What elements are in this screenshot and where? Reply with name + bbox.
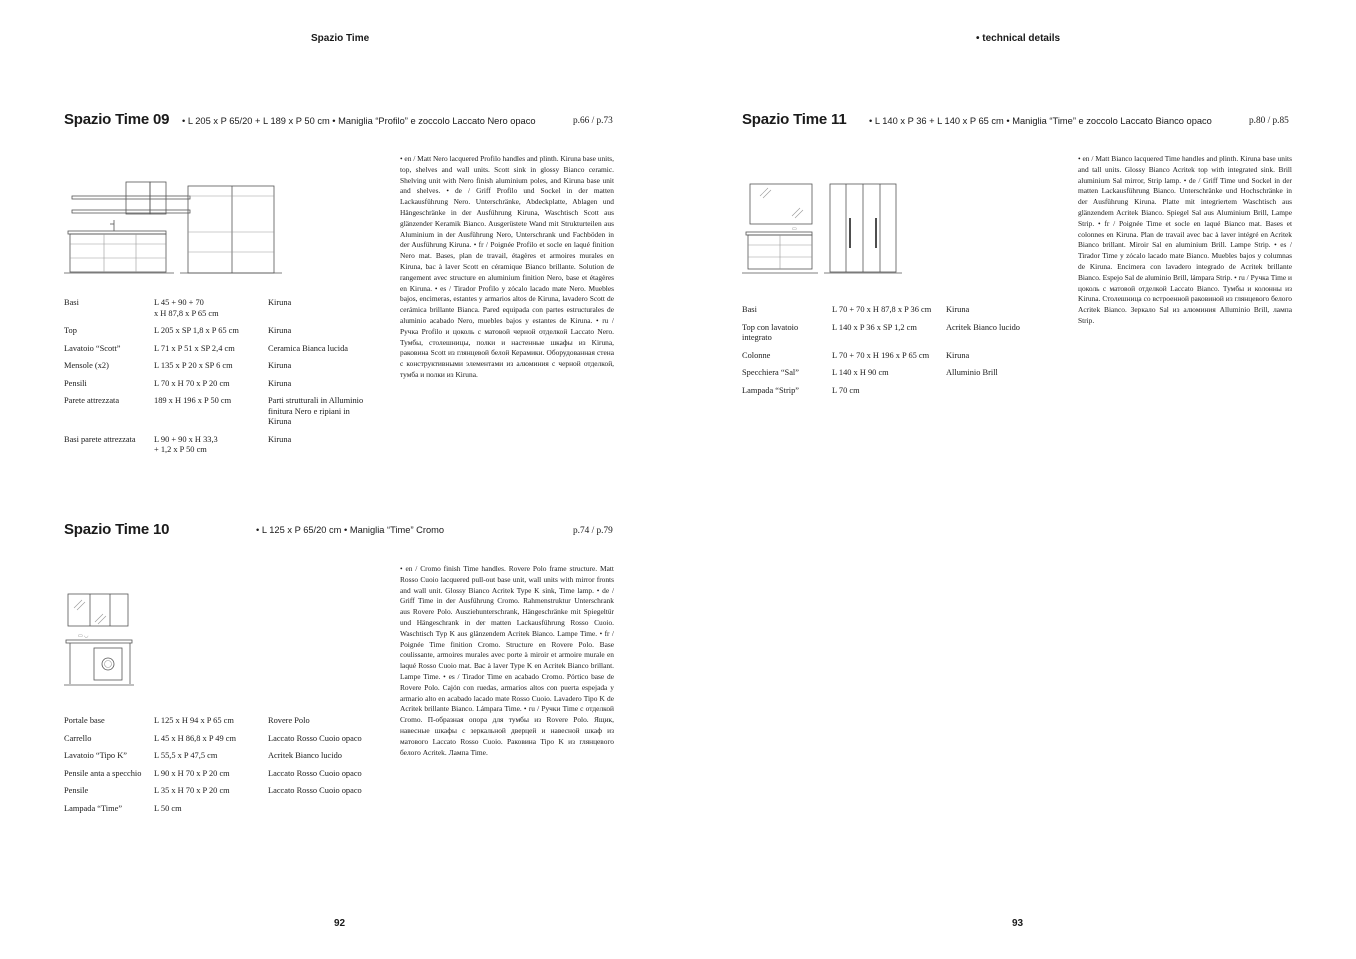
spec-finish: Kiruna xyxy=(946,350,970,360)
spec-table-10 xyxy=(64,716,384,821)
spec-finish xyxy=(946,386,1062,404)
spec-item: Basi xyxy=(64,298,79,307)
spec-item: Portale base xyxy=(64,716,105,725)
section-specs-11: • L 140 x P 36 + L 140 x P 65 cm • Maniglia “Time” e zoccolo Laccato Bianco opaco xyxy=(869,116,1212,126)
spec-row xyxy=(64,396,384,435)
spec-table-09 xyxy=(64,298,384,463)
spec-dimensions: L 45 + 90 + 70 x H 87,8 x P 65 cm xyxy=(154,298,219,318)
spec-dimensions: L 90 x H 70 x P 20 cm xyxy=(154,768,230,778)
spec-item: Basi xyxy=(742,305,757,314)
spec-row xyxy=(64,344,384,362)
spec-dimensions: L 140 x H 90 cm xyxy=(832,368,889,377)
spec-row xyxy=(64,379,384,397)
drawing-spazio-time-09 xyxy=(64,178,286,278)
svg-text:▭: ▭ xyxy=(792,226,797,232)
drawing-spazio-time-10 xyxy=(64,588,140,692)
spec-dimensions: L 70 x H 70 x P 20 cm xyxy=(154,378,230,388)
spec-dimensions: L 45 x H 86,8 x P 49 cm xyxy=(154,733,236,743)
spec-row xyxy=(64,804,384,822)
spec-item: Lampada “Strip” xyxy=(742,385,799,395)
spec-item: Lavatoio “Tipo K” xyxy=(64,751,127,760)
spec-finish: Laccato Rosso Cuoio opaco xyxy=(268,733,362,743)
spec-dimensions: L 135 x P 20 x SP 6 cm xyxy=(154,361,233,370)
page-reference-09: p.66 / p.73 xyxy=(573,116,613,126)
page-reference-11: p.80 / p.85 xyxy=(1249,116,1289,126)
drawing-spazio-time-11 xyxy=(742,178,904,278)
spec-item: Colonne xyxy=(742,350,771,360)
running-head-left: Spazio Time xyxy=(311,33,370,44)
svg-text:▭ ◡: ▭ ◡ xyxy=(78,633,89,639)
spec-row xyxy=(742,368,1062,386)
spec-finish: Kiruna xyxy=(268,298,292,307)
spec-finish: Kiruna xyxy=(268,326,292,335)
spec-item: Carrello xyxy=(64,733,92,743)
spec-item: Parete attrezzata xyxy=(64,396,120,405)
section-description-11: • en / Matt Bianco lacquered Time handles and plinth. Kiruna base units and tall units. Glossy Bianco Acritek top with integrated sink. Brill aluminium Sal mirror, Strip lamp. • de / Griff Time und Sockel in der matten Lackausführung Bianco. Unterschränke und Hochschränke in der Ausführung Kiruna. Platte mit integriertem Waschtisch aus glänzendem Acritek Bianco. Spiegel Sal aus Aluminium Brill, Lampe Strip. • fr / Poignée Time et socle en laqué Bianco mat. Bases et colonnes en Kiruna. Plan de travail avec bac à laver intégré en Acritek Bianco brillant. Miroir Sal en aluminium Brill. Lampe Strip. • es / Tirador Time y zócalo lacado mate Bianco. Muebles bajos y columnas de Kiruna. Encimera con lavadero integrado de Acritek brillante Bianco. Espejo Sal de aluminio Brill, lámpara Strip. • ru / Ручка Time и цоколь с матовой отделкой Laccato Bianco. Тумбы и колонны из Kiruna. Столешница со встроенной раковиной из глянцевого белого Acritek Bianco. Зеркало Sal из алюминия Alluminio Brill, лампа Strip. xyxy=(1078,154,1292,325)
section-description-10: • en / Cromo finish Time handles. Rovere Polo frame structure. Matt Rosso Cuoio lacquered pull-out base unit, wall units with mirror fronts and wall unit. Glossy Bianco Acritek Type K sink, Time lamp. • de / Griff Time in der Ausführung Cromo. Rahmenstruktur Unterschrank aus Rovere Polo. Ausziehunterschrank, Hängeschränke mit Spiegeltür und Hängeschrank in der matten Lackausführung Rosso Cuoio. Waschtisch Typ K aus glänzendem Acritek Bianco. Lampe Time. • fr / Poignée Time finition Cromo. Structure en Rovere Polo. Base coulissante, armoires murales avec porte à miroir et armoire murale en laqué Rosso Cuoio mat. Bac à laver Type K en Acritek Bianco brillant. Lampe Time. • es / Tirador Time en acabado Cromo. Pórtico base de Rovere Polo. Cajón con ruedas, armarios altos con puerta espejada y armario alto en acabado lacado mate Rosso Cuoio. Lavadero Tipo K de Acritek brillante Bianco. Lámpara Time. • ru / Ручки Time с отделкой Cromo. П-образная опора для тумбы из Rovere Polo. Ящик, навесные шкафы с зеркальной дверцей и навесной шкаф из матового Laccato Rosso Cuoio. Раковина Tipo K из глянцевого белого Acritek. Лампа Time. xyxy=(400,564,614,757)
spec-dimensions: L 125 x H 94 x P 65 cm xyxy=(154,716,234,725)
spec-item: Mensole (x2) xyxy=(64,361,109,370)
section-specs-10: • L 125 x P 65/20 cm • Maniglia “Time” Cromo xyxy=(256,525,445,535)
spec-dimensions: L 90 + 90 x H 33,3 + 1,2 x P 50 cm xyxy=(154,434,218,454)
spec-dimensions: 189 x H 196 x P 50 cm xyxy=(154,396,232,405)
spec-item: Lavatoio “Scott” xyxy=(64,343,121,353)
spec-row xyxy=(64,716,384,734)
spec-dimensions: L 35 x H 70 x P 20 cm xyxy=(154,786,230,795)
page-number-right: 93 xyxy=(1012,918,1024,929)
spec-dimensions: L 70 + 70 x H 196 x P 65 cm xyxy=(832,350,930,360)
page-reference-10: p.74 / p.79 xyxy=(573,526,613,536)
spec-item: Pensili xyxy=(64,378,87,388)
spec-finish: Kiruna xyxy=(268,361,292,370)
spec-row xyxy=(64,361,384,379)
spec-finish: Kiruna xyxy=(946,305,970,314)
section-description-09: • en / Matt Nero lacquered Profilo handles and plinth. Kiruna base units, top, shelves and wall units. Scott sink in glossy Bianco ceramic. Shelving unit with Nero finish aluminium poles, and Kiruna base unit and shelves. • de / Griff Profilo und Sockel in der matten Lackausführung Nero. Unterschränke, Abdeckplatte, Ablagen und Hängeschränke in der Ausführung Kiruna, Waschtisch Scott aus glänzender Keramik Bianco. Ausgerüstete Wand mit Strukturteilen aus Aluminium in der Ausführung Nero, Unterschrank und Fachböden in der Ausführung Kiruna. • fr / Poignée Profilo et socle en laqué finition Nero mat. Bases, plan de travail, étagères et armoires murales en Kiruna, bac à laver Scott en céramique Bianco brillante. Solution de rangement avec structure en aluminium finition Nero, base et étagères en Kiruna. • es / Tirador Profilo y zócalo lacado mate Nero. Muebles bajos, encimeras, estantes y armarios altos de Kiruna, lavadero Scott de cerámica brillante Bianca. Pared equipada con partes estructurales de aluminio acabado Nero, muebles bajos y estantes de Kiruna. • ru / Ручка Profilo и цоколь с матовой черной отделкой Laccato Nero. Тумбы, столешницы, полки и настенные шкафы из Kiruna, раковина Scott из глянцевой белой Керамики. Оборудованная стена с конструктивными элементами из алюминия с черной отделкой, тумба и полки из Kiruna. xyxy=(400,154,614,379)
spec-item: Basi parete attrezzata xyxy=(64,434,136,444)
spec-finish: Kiruna xyxy=(268,378,292,388)
spec-row xyxy=(742,386,1062,404)
spec-row xyxy=(742,305,1062,323)
section-title-10: Spazio Time 10 xyxy=(64,521,170,538)
spec-item: Lampada “Time” xyxy=(64,803,123,813)
spec-row xyxy=(64,786,384,804)
spec-row xyxy=(742,323,1062,351)
spec-dimensions: L 205 x SP 1,8 x P 65 cm xyxy=(154,326,239,335)
spec-finish: Kiruna xyxy=(268,434,292,444)
section-title-11: Spazio Time 11 xyxy=(742,111,847,128)
spec-row xyxy=(742,351,1062,369)
running-head-right: • technical details xyxy=(976,33,1061,44)
spec-row xyxy=(64,734,384,752)
spec-row xyxy=(64,326,384,344)
spec-item: Pensile anta a specchio xyxy=(64,768,142,778)
spec-row xyxy=(64,435,384,463)
spec-dimensions: L 140 x P 36 x SP 1,2 cm xyxy=(832,322,917,332)
spec-finish: Acritek Bianco lucido xyxy=(946,322,1020,332)
spec-item: Top xyxy=(64,326,77,335)
spec-item: Top con lavatoio integrato xyxy=(742,322,799,342)
spec-finish: Rovere Polo xyxy=(268,716,310,725)
spec-finish: Laccato Rosso Cuoio opaco xyxy=(268,786,362,795)
spec-dimensions: L 71 x P 51 x SP 2,4 cm xyxy=(154,343,235,353)
spec-item: Specchiera “Sal” xyxy=(742,368,799,377)
spec-table-11 xyxy=(742,305,1062,403)
spec-finish: Parti strutturali in Alluminio finitura Nero e ripiani in Kiruna xyxy=(268,396,364,426)
page-number-left: 92 xyxy=(334,918,346,929)
spec-row xyxy=(64,298,384,326)
spec-dimensions: L 70 cm xyxy=(832,385,860,395)
spec-dimensions: L 70 + 70 x H 87,8 x P 36 cm xyxy=(832,305,932,314)
spec-row xyxy=(64,769,384,787)
spec-dimensions: L 50 cm xyxy=(154,803,182,813)
spec-finish: Ceramica Bianca lucida xyxy=(268,343,348,353)
spec-finish: Acritek Bianco lucido xyxy=(268,751,342,760)
spec-row xyxy=(64,751,384,769)
spec-finish xyxy=(268,804,384,822)
section-title-09: Spazio Time 09 xyxy=(64,111,170,128)
spec-finish: Laccato Rosso Cuoio opaco xyxy=(268,768,362,778)
section-specs-09: • L 205 x P 65/20 + L 189 x P 50 cm • Maniglia “Profilo” e zoccolo Laccato Nero opaco xyxy=(182,116,536,126)
spec-item: Pensile xyxy=(64,786,89,795)
spec-dimensions: L 55,5 x P 47,5 cm xyxy=(154,751,218,760)
spec-finish: Alluminio Brill xyxy=(946,368,998,377)
